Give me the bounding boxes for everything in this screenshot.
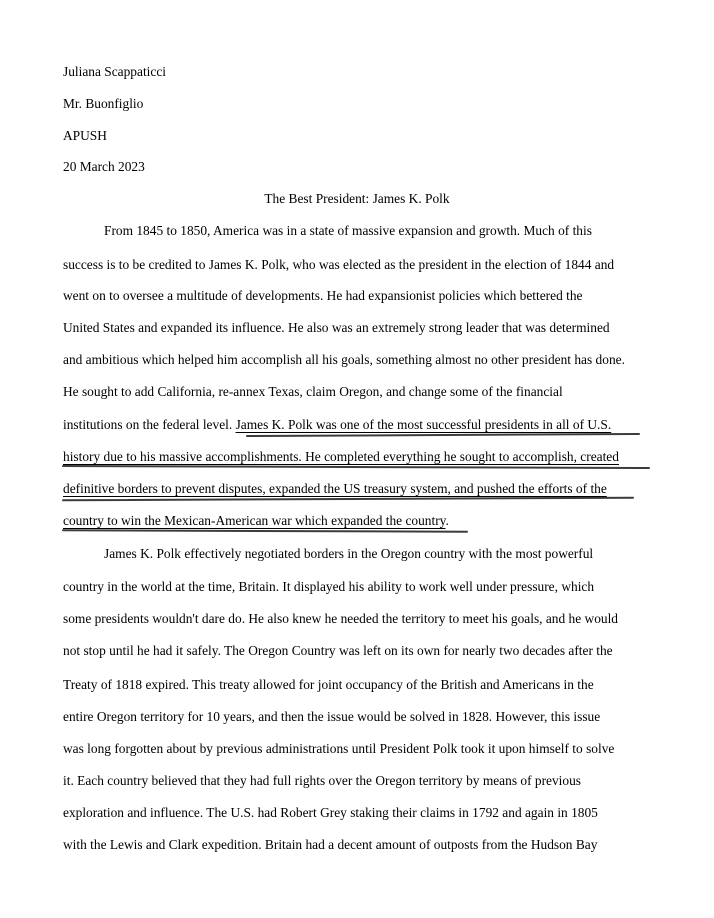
paragraph-line: success is to be credited to James K. Polk, who was elected as the president in the election of 1844 and [63, 257, 615, 272]
essay-date: 20 March 2023 [63, 159, 145, 174]
annotation-stroke [62, 529, 468, 532]
paragraph-text: institutions on the federal level. [63, 417, 236, 432]
paragraph-line: was long forgotten about by previous administrations until President Polk took it upon himself to solve [63, 741, 615, 756]
paragraph-line: some presidents wouldn't dare do. He also knew he needed the territory to meet his goals, and he would [63, 611, 619, 626]
course-name: APUSH [63, 128, 107, 143]
thesis-underlined: James K. Polk was one of the most successful presidents in all of U.S. [235, 417, 612, 432]
paragraph-line: He sought to add California, re-annex Texas, claim Oregon, and change some of the financial [63, 384, 563, 399]
thesis-underlined: country to win the Mexican-American war which expanded the country [63, 513, 446, 528]
student-name: Juliana Scappaticci [63, 64, 166, 79]
paragraph-line: it. Each country believed that they had full rights over the Oregon territory by means of previous [63, 773, 581, 788]
teacher-name: Mr. Buonfiglio [63, 96, 144, 111]
paragraph-line: United States and expanded its influence. He also was an extremely strong leader that was determined [63, 320, 610, 335]
paragraph-line: and ambitious which helped him accomplish all his goals, something almost no other president has done. [63, 352, 625, 367]
paragraph-line: with the Lewis and Clark expedition. Britain had a decent amount of outposts from the Hudson Bay [63, 837, 598, 852]
paragraph-line [63, 416, 611, 434]
essay-title: The Best President: James K. Polk [264, 191, 450, 206]
paragraph-line: exploration and influence. The U.S. had Robert Grey staking their claims in 1792 and again in 1805 [63, 805, 598, 820]
paragraph-line [63, 512, 449, 530]
thesis-underlined: definitive borders to prevent disputes, expanded the US treasury system, and pushed the efforts of the [63, 481, 607, 496]
paragraph-line: From 1845 to 1850, America was in a state of massive expansion and growth. Much of this [104, 223, 592, 238]
paragraph-line: not stop until he had it safely. The Oregon Country was left on its own for nearly two decades after the [63, 643, 613, 658]
paragraph-line: went on to oversee a multitude of developments. He had expansionist policies which bettered the [63, 288, 583, 303]
paragraph-text: . [445, 513, 449, 528]
paragraph-line: entire Oregon territory for 10 years, and then the issue would be solved in 1828. However, this issue [63, 709, 601, 724]
thesis-underlined: history due to his massive accomplishments. He completed everything he sought to accomplish, created [63, 449, 619, 464]
paragraph-line: James K. Polk effectively negotiated borders in the Oregon country with the most powerful [104, 546, 594, 561]
paragraph-line: Treaty of 1818 expired. This treaty allowed for joint occupancy of the British and Americans in the [63, 677, 594, 692]
paragraph-line: country in the world at the time, Britain. It displayed his ability to work well under pressure, which [63, 579, 595, 594]
